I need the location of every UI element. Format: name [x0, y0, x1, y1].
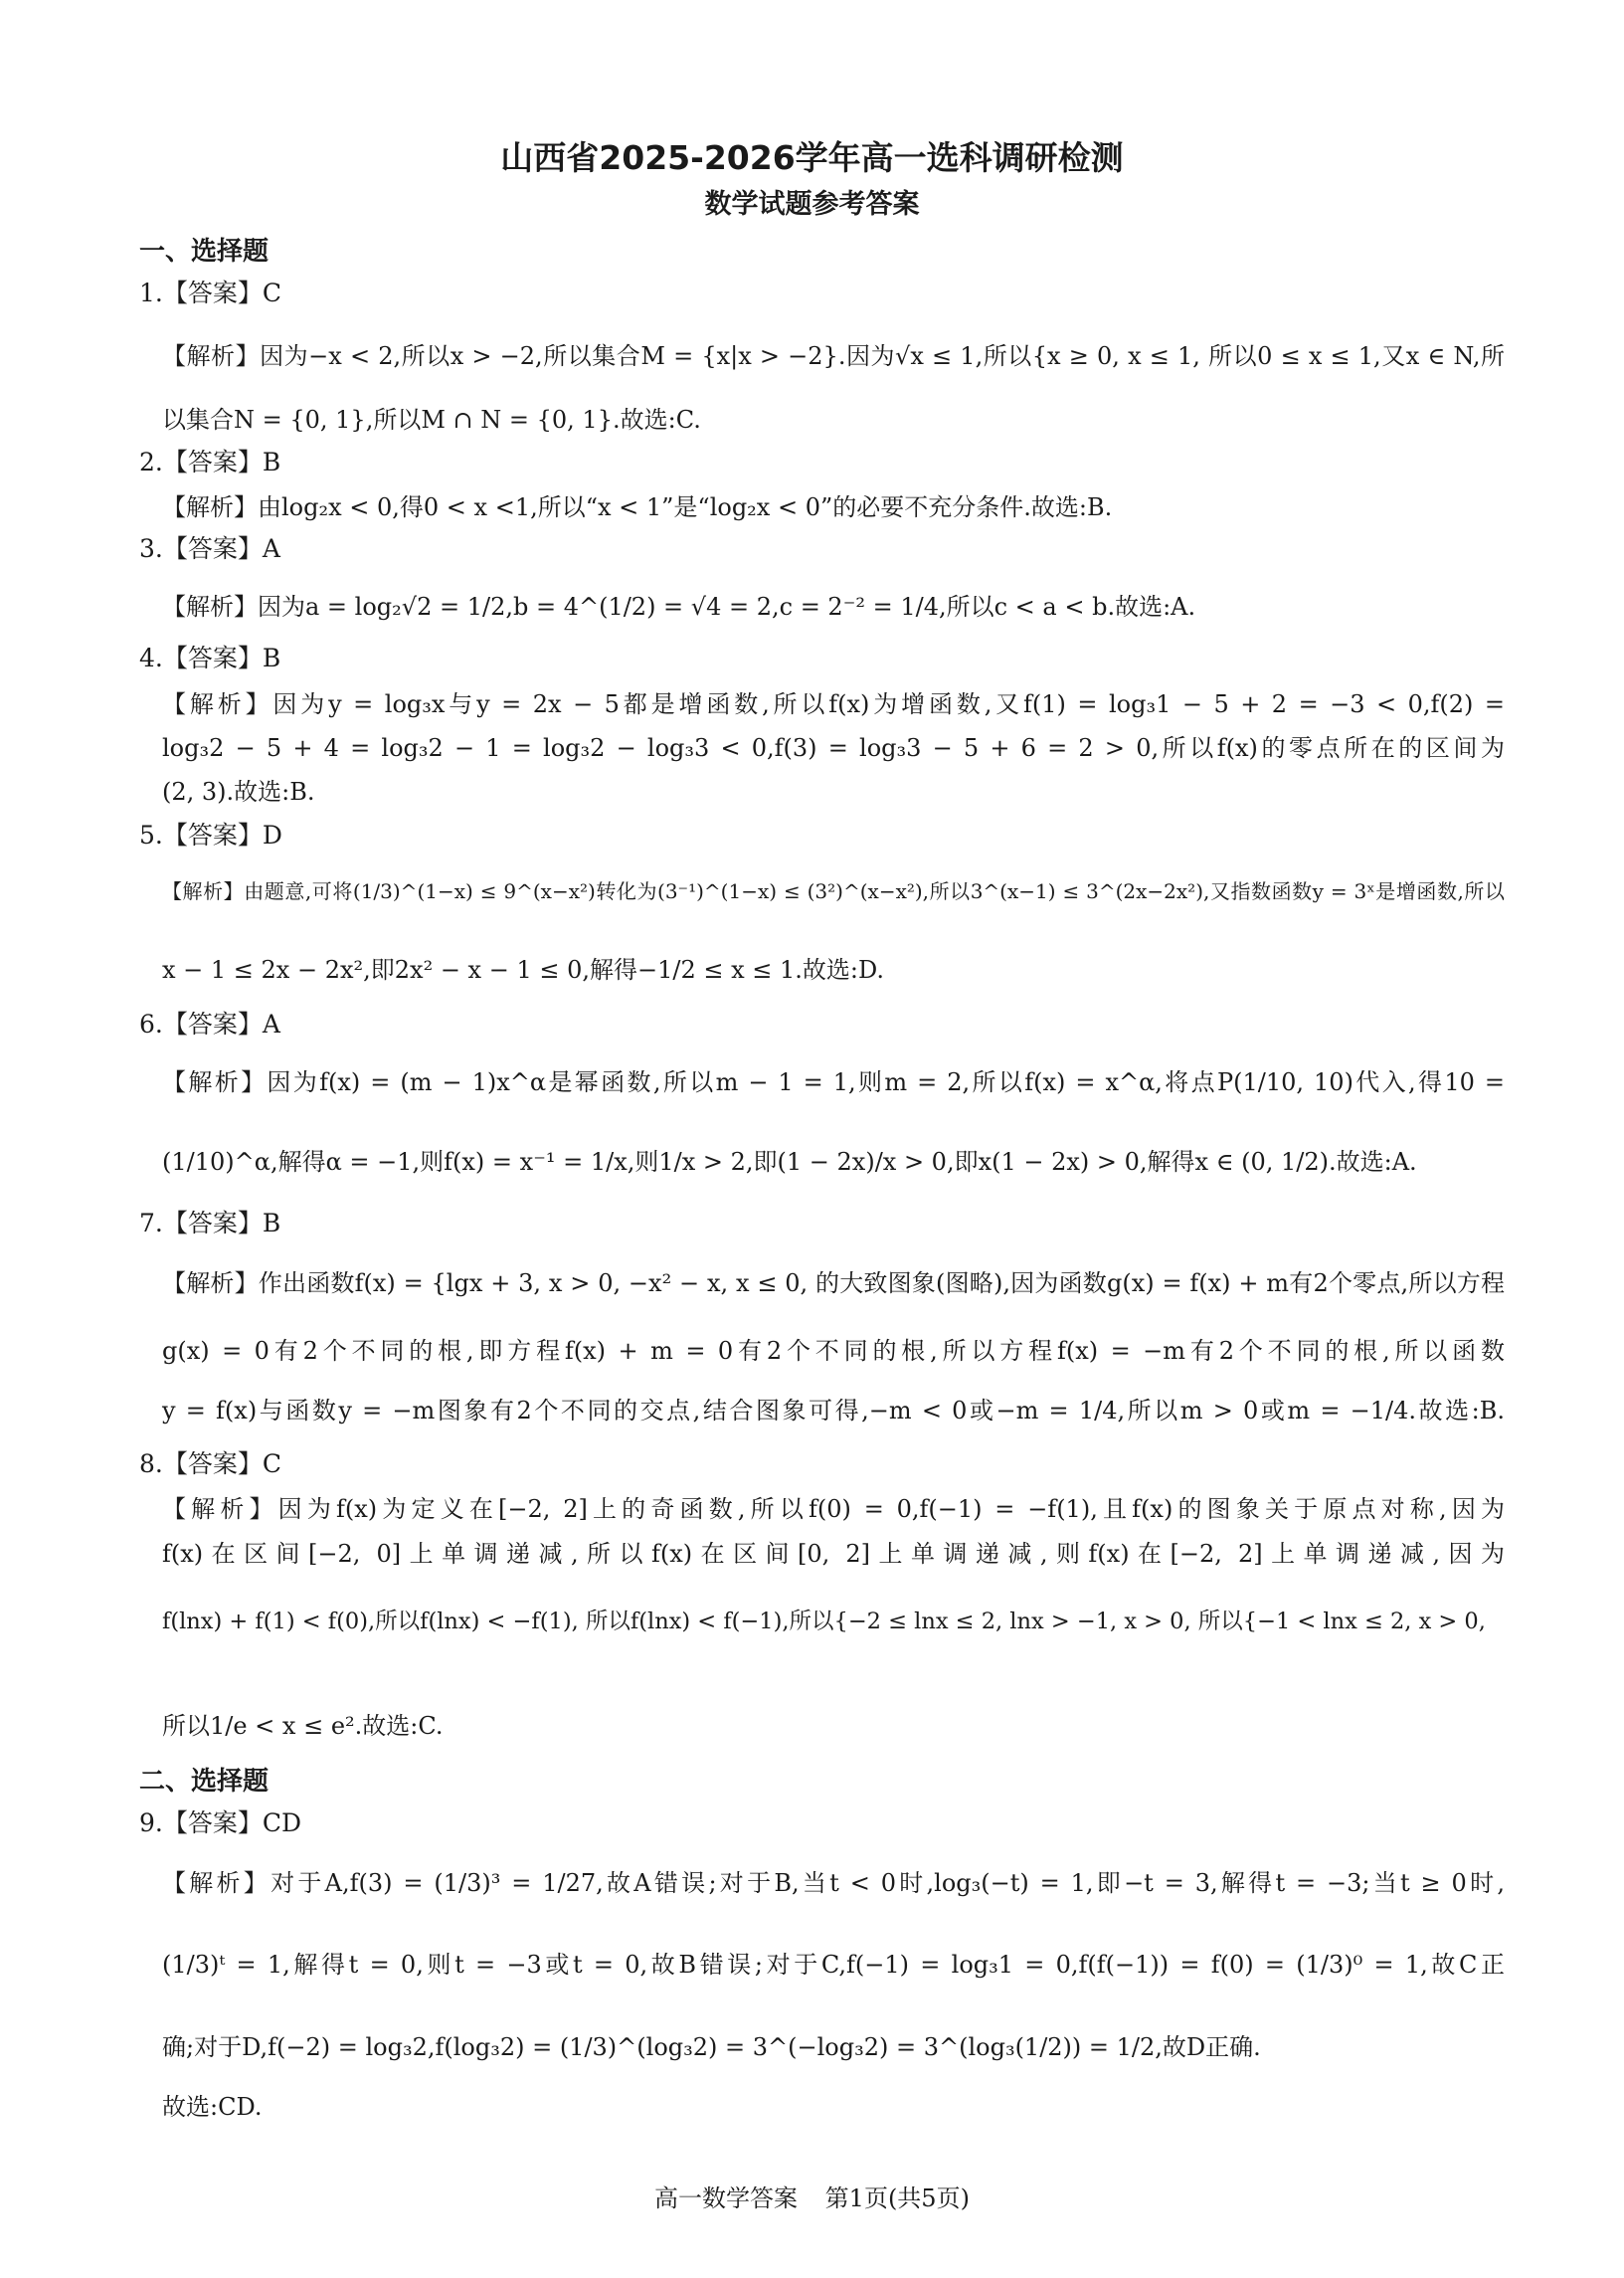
- explanation-9-line-4: 故选:CD.: [162, 2093, 263, 2121]
- answer-7: 7.【答案】B: [139, 1209, 281, 1237]
- explanation-4-line-3: (2, 3).故选:B.: [162, 778, 315, 806]
- explanation-5-line-1: 【解析】由题意,可将(1/3)^(1−x) ≤ 9^(x−x²)转化为(3⁻¹)^(1−x) ≤ (3²)^(x−x²),所以3^(x−1) ≤ 3^(2x−2x²),又指数函数y = 3ˣ是增函数,所以: [162, 879, 1505, 903]
- answer-5: 5.【答案】D: [139, 821, 282, 850]
- explanation-9-line-1: 【解析】对于A,f(3) = (1/3)³ = 1/27,故A错误;对于B,当t < 0时,log₃(−t) = 1,即−t = 3,解得t = −3;当t ≥ 0时,: [162, 1869, 1505, 1897]
- page-title: 山西省2025-2026学年高一选科调研检测: [500, 138, 1124, 177]
- explanation-8-line-1: 【解析】因为f(x)为定义在[−2, 2]上的奇函数,所以f(0) = 0,f(−1) = −f(1),且f(x)的图象关于原点对称,因为: [162, 1495, 1505, 1523]
- explanation-8-line-3: f(lnx) + f(1) < f(0),所以f(lnx) < −f(1), 所以f(lnx) < f(−1),所以{−2 ≤ lnx ≤ 2, lnx > −1, x > 0, 所以{−1 < lnx ≤ 2, x > 0,: [162, 1609, 1486, 1634]
- explanation-3-line-1: 【解析】因为a = log₂√2 = 1/2,b = 4^(1/2) = √4 = 2,c = 2⁻² = 1/4,所以c < a < b.故选:A.: [162, 593, 1196, 621]
- answer-8: 8.【答案】C: [139, 1449, 281, 1478]
- explanation-8-line-2: f(x)在区间[−2, 0]上单调递减,所以f(x)在区间[0, 2]上单调递减,则f(x)在[−2, 2]上单调递减,因为: [162, 1540, 1505, 1568]
- explanation-6-line-1: 【解析】因为f(x) = (m − 1)x^α是幂函数,所以m − 1 = 1,则m = 2,所以f(x) = x^α,将点P(1/10, 10)代入,得10 =: [162, 1068, 1505, 1096]
- explanation-1-line-2: 以集合N = {0, 1},所以M ∩ N = {0, 1}.故选:C.: [162, 406, 701, 434]
- explanation-2-line-1: 【解析】由log₂x < 0,得0 < x <1,所以“x < 1”是“log₂x < 0”的必要不充分条件.故选:B.: [162, 493, 1113, 521]
- explanation-5-line-2: x − 1 ≤ 2x − 2x²,即2x² − x − 1 ≤ 0,解得−1/2 ≤ x ≤ 1.故选:D.: [162, 956, 884, 984]
- answer-2: 2.【答案】B: [139, 448, 281, 476]
- explanation-7-line-1: 【解析】作出函数f(x) = {lgx + 3, x > 0, −x² − x, x ≤ 0, 的大致图象(图略),因为函数g(x) = f(x) + m有2个零点,所以方程: [162, 1269, 1505, 1297]
- answer-6: 6.【答案】A: [139, 1010, 280, 1039]
- explanation-6-line-2: (1/10)^α,解得α = −1,则f(x) = x⁻¹ = 1/x,则1/x > 2,即(1 − 2x)/x > 0,即x(1 − 2x) > 0,解得x ∈ (0, 1/2).故选:A.: [162, 1148, 1417, 1176]
- section-heading-1: 一、选择题: [139, 237, 270, 267]
- explanation-4-line-2: log₃2 − 5 + 4 = log₃2 − 1 = log₃2 − log₃3 < 0,f(3) = log₃3 − 5 + 6 = 2 > 0,所以f(x)的零点所在的区间为: [162, 734, 1505, 762]
- answer-9: 9.【答案】CD: [139, 1808, 302, 1837]
- page-footer: 高一数学答案 第1页(共5页): [654, 2184, 970, 2212]
- section-heading-2: 二、选择题: [139, 1767, 270, 1797]
- explanation-7-line-3: y = f(x)与函数y = −m图象有2个不同的交点,结合图象可得,−m < 0或−m = 1/4,所以m > 0或m = −1/4.故选:B.: [162, 1397, 1505, 1424]
- explanation-1-line-1: 【解析】因为−x < 2,所以x > −2,所以集合M = {x|x > −2}.因为√x ≤ 1,所以{x ≥ 0, x ≤ 1, 所以0 ≤ x ≤ 1,又x ∈ N,所: [162, 342, 1505, 370]
- answer-3: 3.【答案】A: [139, 534, 280, 563]
- explanation-9-line-3: 确;对于D,f(−2) = log₃2,f(log₃2) = (1/3)^(log₃2) = 3^(−log₃2) = 3^(log₃(1/2)) = 1/2,故D正确.: [162, 2033, 1261, 2061]
- answer-1: 1.【答案】C: [139, 279, 281, 307]
- answer-4: 4.【答案】B: [139, 644, 281, 672]
- explanation-7-line-2: g(x) = 0有2个不同的根,即方程f(x) + m = 0有2个不同的根,所以方程f(x) = −m有2个不同的根,所以函数: [162, 1337, 1505, 1365]
- explanation-8-line-4: 所以1/e < x ≤ e².故选:C.: [162, 1712, 444, 1740]
- page-subtitle: 数学试题参考答案: [704, 189, 920, 220]
- explanation-4-line-1: 【解析】因为y = log₃x与y = 2x − 5都是增函数,所以f(x)为增函数,又f(1) = log₃1 − 5 + 2 = −3 < 0,f(2) =: [162, 690, 1505, 718]
- explanation-9-line-2: (1/3)ᵗ = 1,解得t = 0,则t = −3或t = 0,故B错误;对于C,f(−1) = log₃1 = 0,f(f(−1)) = f(0) = (1/3)⁰ = 1,故C正: [162, 1951, 1505, 1979]
